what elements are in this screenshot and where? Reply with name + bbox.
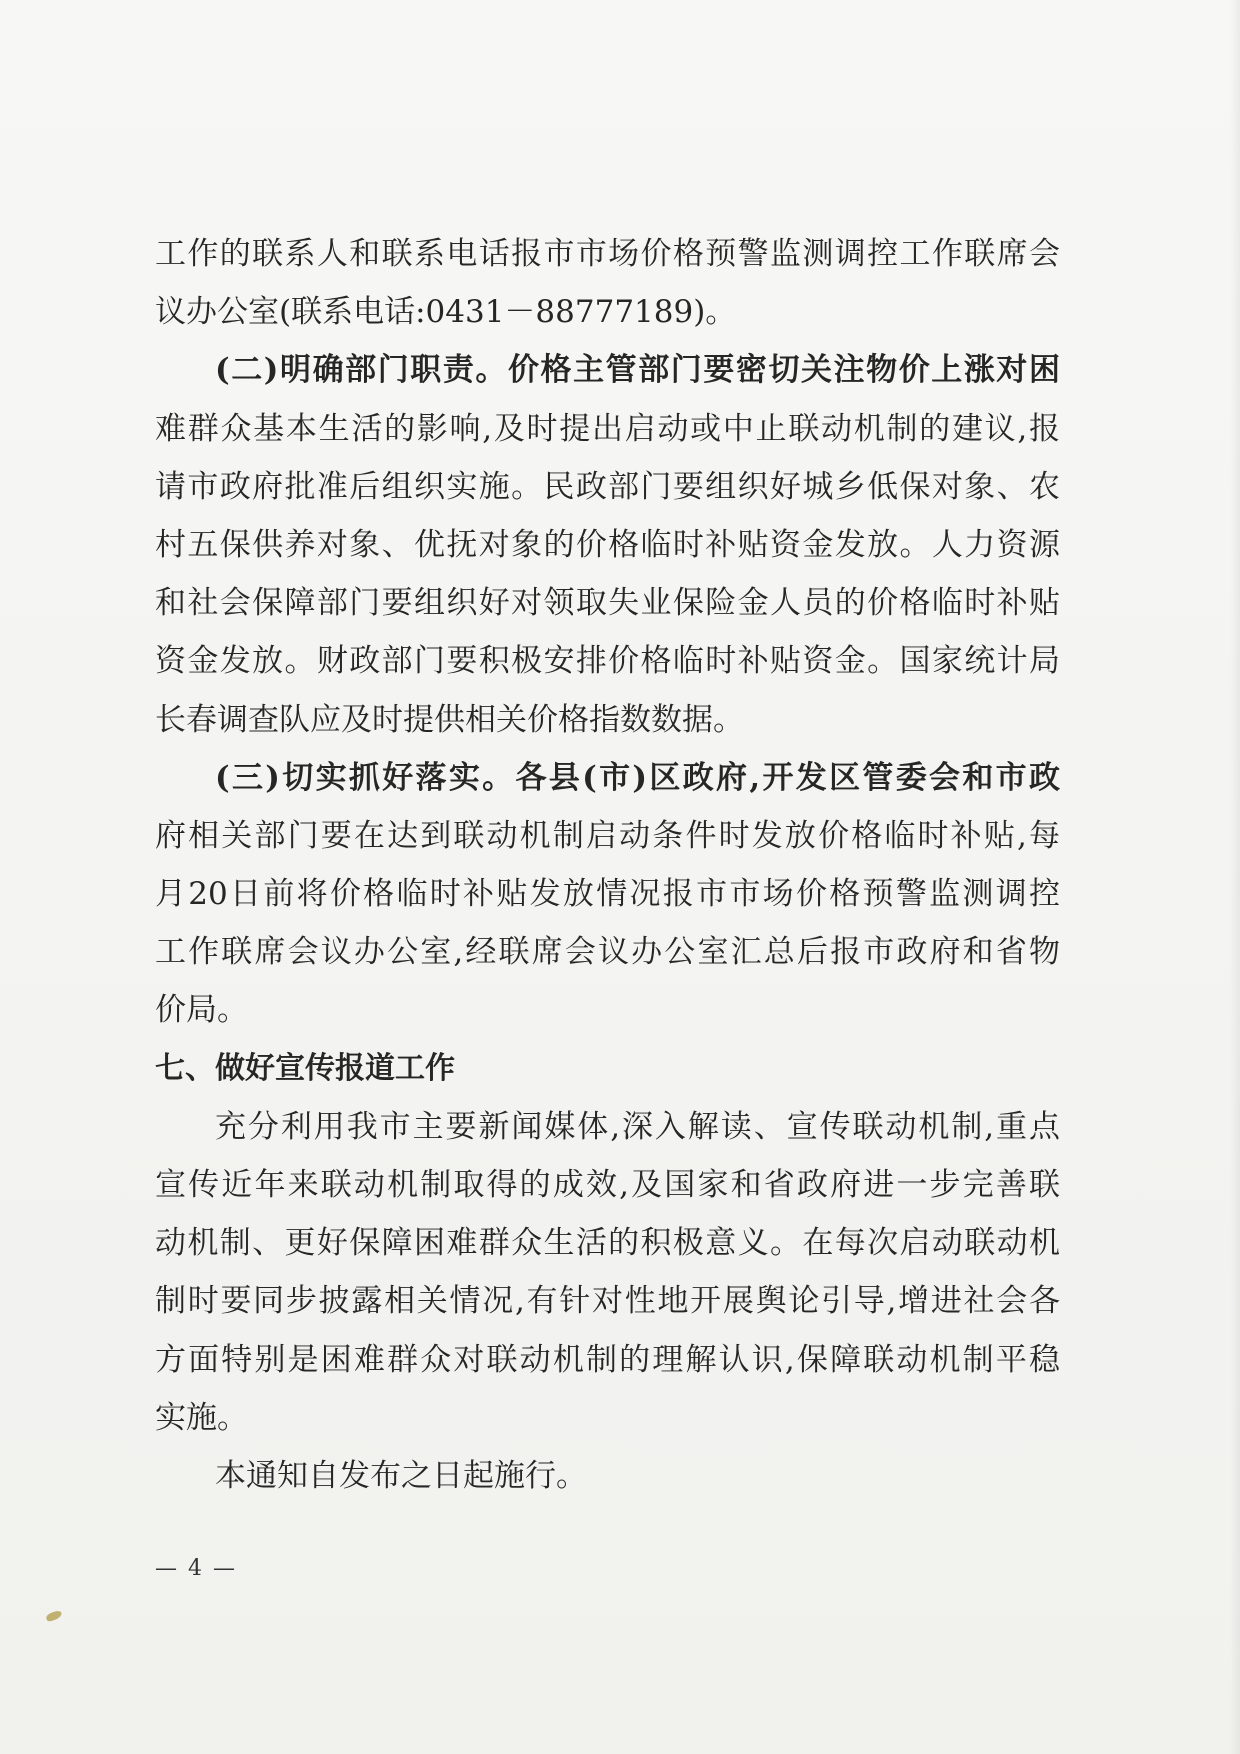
- section-three-paragraph-line: (三)切实抓好落实。各县(市)区政府,开发区管委会和市政: [215, 759, 1060, 796]
- closing-line: 本通知自发布之日起施行。: [215, 1457, 587, 1494]
- text-line: 议办公室(联系电话:0431－88777189)。: [155, 294, 737, 331]
- section-heading-seven: 七、做好宣传报道工作: [155, 1050, 455, 1086]
- text-line: 价局。: [155, 992, 248, 1029]
- text-line: 制时要同步披露相关情况,有针对性地开展舆论引导,增进社会各: [155, 1283, 1060, 1320]
- text-line: 充分利用我市主要新闻媒体,深入解读、宣传联动机制,重点: [215, 1108, 1060, 1145]
- text-line: 实施。: [155, 1399, 248, 1436]
- page-number: — 4 —: [155, 1556, 237, 1581]
- text-line: 月20日前将价格临时补贴发放情况报市市场价格预警监测调控: [155, 876, 1060, 913]
- text-line: 和社会保障部门要组织好对领取失业保险金人员的价格临时补贴: [155, 585, 1060, 622]
- text-line: 工作的联系人和联系电话报市市场价格预警监测调控工作联席会: [155, 236, 1060, 272]
- text-line: 村五保供养对象、优抚对象的价格临时补贴资金发放。人力资源: [155, 526, 1060, 563]
- text-line: 工作联席会议办公室,经联席会议办公室汇总后报市政府和省物: [155, 934, 1060, 971]
- scan-smudge: [45, 1610, 63, 1623]
- scan-edge-shadow: [1230, 0, 1240, 1754]
- text-line: 请市政府批准后组织实施。民政部门要组织好城乡低保对象、农: [155, 468, 1060, 505]
- text-line: 资金发放。财政部门要积极安排价格临时补贴资金。国家统计局: [155, 643, 1060, 680]
- text-line: 府相关部门要在达到联动机制启动条件时发放价格临时补贴,每: [155, 817, 1060, 854]
- text-line: 长春调查队应及时提供相关价格指数数据。: [155, 701, 744, 738]
- text-line: 方面特别是困难群众对联动机制的理解认识,保障联动机制平稳: [155, 1341, 1060, 1378]
- section-two-paragraph-line: (二)明确部门职责。价格主管部门要密切关注物价上涨对困: [215, 352, 1060, 389]
- text-line: 宣传近年来联动机制取得的成效,及国家和省政府进一步完善联: [155, 1167, 1060, 1203]
- text-line: 动机制、更好保障困难群众生活的积极意义。在每次启动联动机: [155, 1225, 1060, 1262]
- text-line: 难群众基本生活的影响,及时提出启动或中止联动机制的建议,报: [155, 410, 1060, 447]
- document-body: [155, 225, 1060, 1505]
